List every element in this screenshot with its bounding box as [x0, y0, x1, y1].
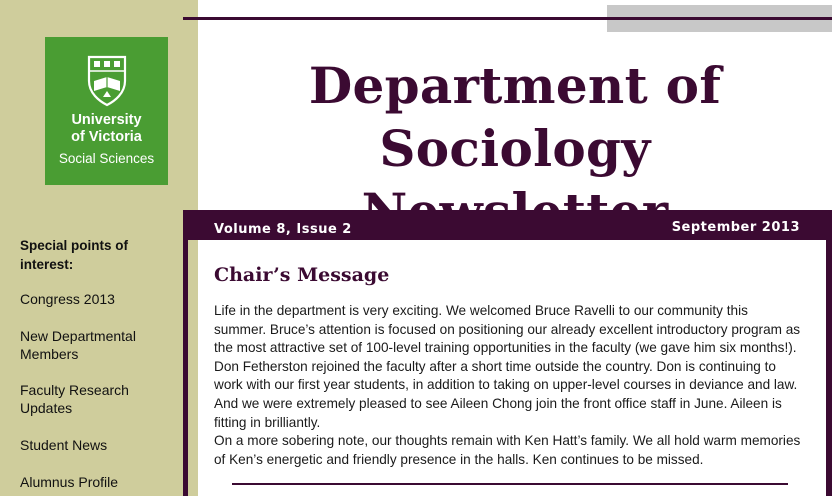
sidebar-item-label: Alumnus Profile	[20, 474, 119, 490]
title-line1: Department of Sociology	[308, 56, 722, 178]
sidebar-item-label: Student News	[20, 437, 108, 453]
special-points-heading-line1: Special points of	[20, 238, 129, 253]
logo-university-line1: University	[71, 112, 142, 128]
issue-date: September 2013	[671, 220, 800, 235]
sidebar-item-research[interactable]	[20, 381, 190, 417]
sidebar-item-label: Congress 2013	[20, 291, 115, 307]
logo-faculty: Social Sciences	[58, 151, 155, 166]
uvic-crest-icon	[85, 55, 129, 107]
content-frame-right	[826, 240, 832, 496]
sidebar-item-alumnus[interactable]	[20, 473, 190, 491]
special-points-heading	[20, 236, 190, 274]
paragraph: On a more sobering note, our thoughts remain with Ken Hatt’s family. We all hold warm memories of Ken’s energetic and friendly presence in the halls. Ken continues to be missed.	[214, 433, 801, 467]
sidebar-item-student-news[interactable]	[20, 436, 190, 454]
sidebar-item-new-members[interactable]	[20, 327, 190, 363]
section-divider	[232, 483, 788, 485]
logo-university-line2: of Victoria	[71, 129, 142, 145]
sidebar-item-congress[interactable]	[20, 290, 190, 308]
uvic-logo[interactable]	[45, 37, 168, 185]
sidebar-item-label: Members	[20, 346, 79, 362]
sidebar	[0, 0, 198, 496]
header-rule	[183, 17, 832, 20]
chairs-message-body	[214, 302, 802, 469]
sidebar-item-label: New Departmental	[20, 328, 136, 344]
chairs-message-heading: Chair’s Message	[214, 264, 390, 286]
paragraph: Life in the department is very exciting. We welcomed Bruce Ravelli to our community this summer. Bruce’s attention is focused on positioning our already excellent introductory program as the most attractive set of 100-level training opportunities in the faculty (we gave him six months!). Don Fetherston rejoined the faculty after a short time outside the country. Don is continuing to work with our first year students, in addition to taking on upper-level courses in deviance and law. And we were extremely pleased to see Aileen Chong join the front office staff in June. Aileen is fitting in brilliantly.	[214, 303, 801, 430]
logo-university-name	[45, 112, 168, 146]
content-frame-left	[183, 240, 188, 496]
sidebar-item-label: Faculty Research	[20, 382, 129, 398]
special-points-panel	[20, 236, 190, 490]
volume-label: Volume 8, Issue 2	[214, 222, 352, 237]
sidebar-item-label: Updates	[20, 400, 73, 416]
special-points-heading-line2: interest:	[20, 257, 74, 272]
